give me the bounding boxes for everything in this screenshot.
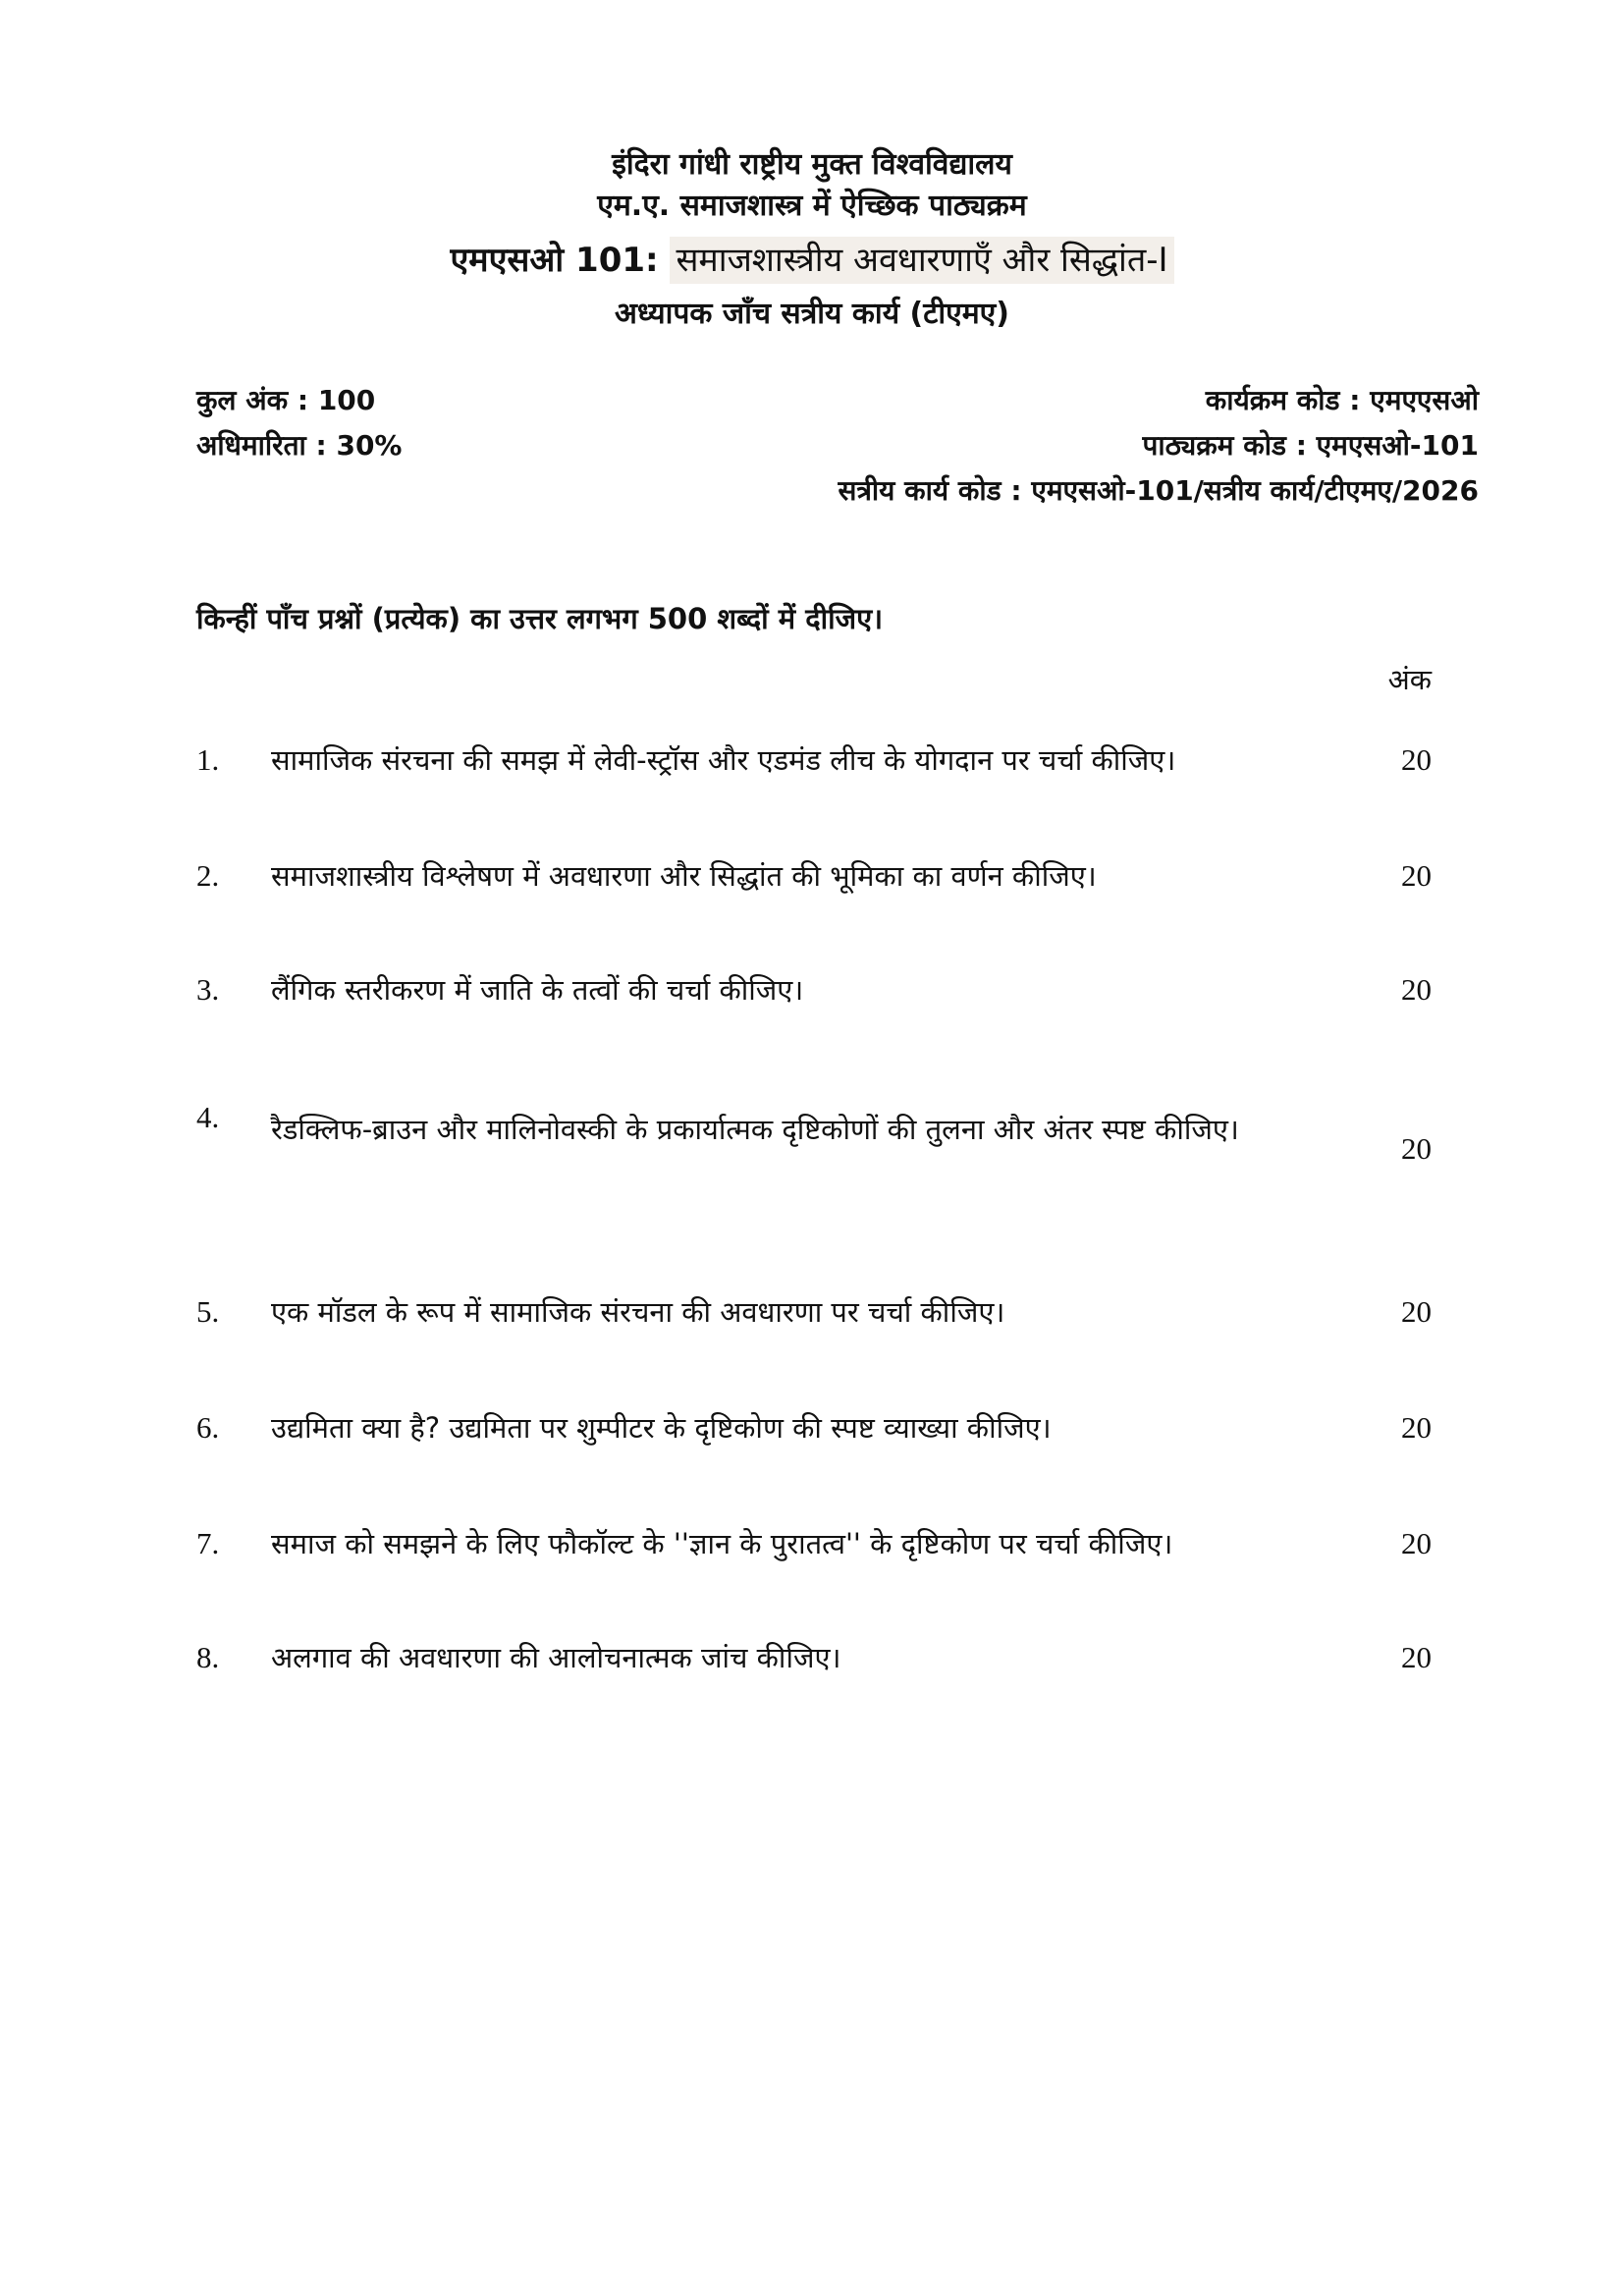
weightage: अधिमारिता : 30%	[196, 429, 403, 462]
question-number: 8.	[196, 1640, 220, 1674]
course-code-label: एमएसओ 101:	[450, 241, 659, 280]
question-marks: 20	[1401, 858, 1432, 893]
course-title: समाजशास्त्रीय अवधारणाएँ और सिद्धांत-I	[670, 237, 1173, 284]
question-text: एक मॉडल के रूप में सामाजिक संरचना की अवधारणा पर चर्चा कीजिए।	[271, 1295, 1005, 1329]
question-marks: 20	[1401, 972, 1432, 1007]
programme-name: एम.ए. समाजशास्त्र में ऐच्छिक पाठ्यक्रम	[597, 189, 1027, 223]
question-text: अलगाव की अवधारणा की आलोचनात्मक जांच कीजिए।	[271, 1641, 841, 1674]
question-text: रैडक्लिफ-ब्राउन और मालिनोवस्की के प्रकार्यात्मक दृष्टिकोणों की तुलना और अंतर स्पष्ट कीजिए।	[271, 1113, 1239, 1146]
question-marks: 20	[1401, 1410, 1432, 1445]
question-number: 7.	[196, 1526, 220, 1560]
university-name: इंदिरा गांधी राष्ट्रीय मुक्त विश्वविद्यालय	[612, 147, 1012, 182]
question-text: उद्यमिता क्या है? उद्यमिता पर शुम्पीटर के दृष्टिकोण की स्पष्ट व्याख्या कीजिए।	[271, 1411, 1052, 1445]
marks-column-header: अंक	[1387, 663, 1432, 696]
question-number: 3.	[196, 972, 220, 1007]
question-marks: 20	[1401, 1526, 1432, 1560]
question-text: समाजशास्त्रीय विश्लेषण में अवधारणा और सिद्धांत की भूमिका का वर्णन कीजिए।	[271, 859, 1097, 893]
question-text: सामाजिक संरचना की समझ में लेवी-स्ट्रॉस और एडमंड लीच के योगदान पर चर्चा कीजिए।	[271, 743, 1176, 777]
question-number: 4.	[196, 1100, 220, 1134]
question-number: 6.	[196, 1410, 220, 1445]
question-number: 5.	[196, 1294, 220, 1329]
programme-code: कार्यक्रम कोड : एमएएसओ	[1205, 384, 1479, 416]
course-code: पाठ्यक्रम कोड : एमएसओ-101	[1142, 429, 1479, 462]
question-marks: 20	[1401, 742, 1432, 777]
question-text: लैंगिक स्तरीकरण में जाति के तत्वों की चर्चा कीजिए।	[271, 973, 804, 1007]
assignment-code: सत्रीय कार्य कोड : एमएसओ-101/सत्रीय कार्य/टीएमए/2026	[838, 474, 1479, 507]
question-number: 1.	[196, 742, 220, 777]
total-marks: कुल अंक : 100	[196, 384, 376, 416]
instruction: किन्हीं पाँच प्रश्नों (प्रत्येक) का उत्तर लगभग 500 शब्दों में दीजिए।	[196, 602, 884, 635]
question-number: 2.	[196, 858, 220, 893]
question-marks: 20	[1401, 1294, 1432, 1329]
question-marks: 20	[1401, 1131, 1432, 1166]
question-text: समाज को समझने के लिए फौकॉल्ट के ''ज्ञान के पुरातत्व'' के दृष्टिकोण पर चर्चा कीजिए।	[271, 1527, 1173, 1560]
course-heading	[0, 241, 1624, 280]
question-marks: 20	[1401, 1640, 1432, 1674]
assignment-type: अध्यापक जाँच सत्रीय कार्य (टीएमए)	[615, 297, 1009, 331]
